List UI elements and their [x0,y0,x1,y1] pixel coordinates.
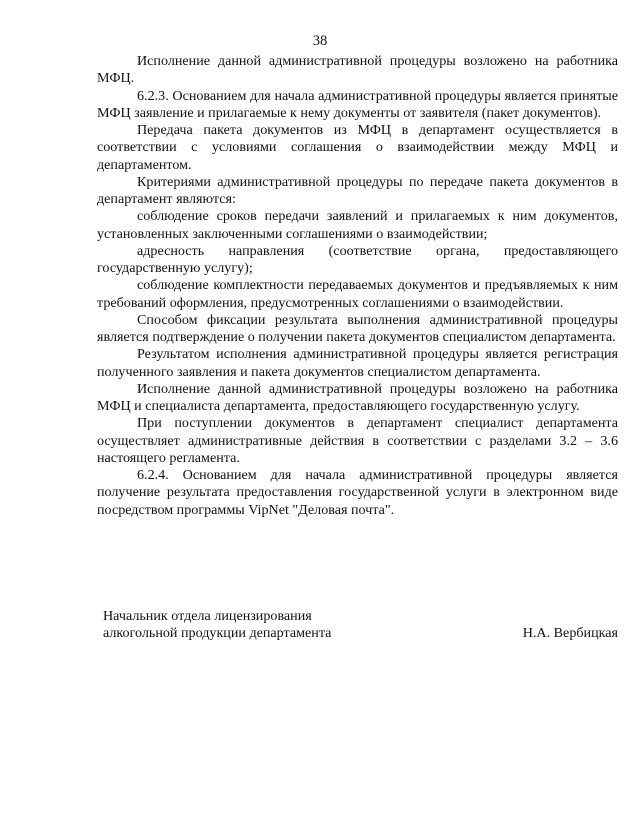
paragraph-5: соблюдение сроков передачи заявлений и прилагаемых к ним документов, установленных заключенными соглашениями о взаимодействии; [97,208,618,242]
paragraph-12: 6.2.4. Основанием для начала административной процедуры является получение результата предоставления государственной услуги в электронном виде посредством программы VipNet "Деловая почта". [97,467,618,518]
paragraph-11: При поступлении документов в департамент специалист департамента осуществляет административные действия в соответствии с разделами 3.2 – 3.6 настоящего регламента. [97,415,618,466]
signatory-position-line-1: Начальник отдела лицензирования [103,608,312,624]
signature-block [103,608,618,643]
paragraph-6: адресность направления (соответствие органа, предоставляющего государственную услугу); [97,242,618,276]
paragraph-2: 6.2.3. Основанием для начала административной процедуры является принятые МФЦ заявление и прилагаемые к нему документы от заявителя (пакет документов). [97,87,618,121]
paragraph-7: соблюдение комплектности передаваемых документов и предъявляемых к ним требований оформления, предусмотренных соглашениями о взаимодействии. [97,277,618,311]
paragraph-9: Результатом исполнения административной процедуры является регистрация полученного заявления и пакета документов специалистом департамента. [97,346,618,380]
paragraph-1: Исполнение данной административной процедуры возложено на работника МФЦ. [97,53,618,87]
paragraph-10: Исполнение данной административной процедуры возложено на работника МФЦ и специалиста департамента, предоставляющего государственную услугу. [97,380,618,414]
paragraph-3: Передача пакета документов из МФЦ в департамент осуществляется в соответствии с условиями соглашения о взаимодействии между МФЦ и департаментом. [97,122,618,173]
document-body [97,53,618,519]
signatory-name: Н.А. Вербицкая [522,625,618,641]
paragraph-4: Критериями административной процедуры по передаче пакета документов в департамент являются: [97,173,618,207]
page-number: 38 [312,33,328,49]
signatory-position-line-2: алкогольной продукции департамента [103,625,332,642]
paragraph-8: Способом фиксации результата выполнения административной процедуры является подтверждение о получении пакета документов специалистом департамента. [97,311,618,345]
